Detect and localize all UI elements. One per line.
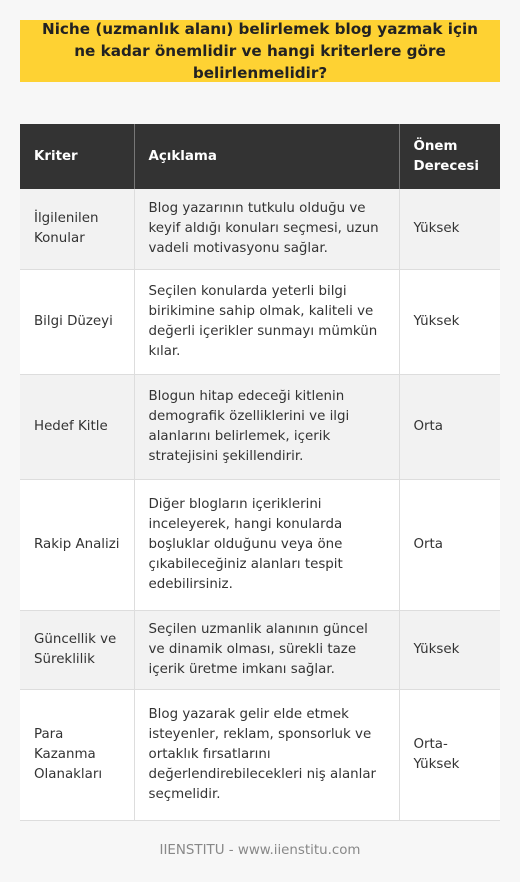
cell-onem: Yüksek — [399, 269, 500, 374]
header-onem: Önem Derecesi — [399, 124, 500, 189]
footer-credit: IIENSTITU - www.iienstitu.com — [159, 843, 361, 858]
cell-onem: Orta-Yüksek — [399, 689, 500, 820]
cell-aciklama: Blog yazarak gelir elde etmek isteyenler, reklam, sponsorluk ve ortaklık fırsatlarını değerlendirebilecekleri niş alanlar seçmelidir. — [134, 689, 399, 820]
cell-kriter: Bilgi Düzeyi — [20, 269, 134, 374]
table-row — [20, 189, 500, 269]
table-row — [20, 479, 500, 610]
cell-kriter: Rakip Analizi — [20, 479, 134, 610]
table-row — [20, 610, 500, 689]
header-aciklama: Açıklama — [134, 124, 399, 189]
title-banner — [20, 20, 500, 82]
cell-kriter: Güncellik ve Süreklilik — [20, 610, 134, 689]
cell-kriter: İlgilenilen Konular — [20, 189, 134, 269]
cell-aciklama: Seçilen uzmanlik alanının güncel ve dinamik olması, sürekli taze içerik üretme imkanı sağlar. — [134, 610, 399, 689]
table-row — [20, 374, 500, 479]
cell-onem: Yüksek — [399, 189, 500, 269]
table-header-row — [20, 124, 500, 189]
cell-onem: Orta — [399, 479, 500, 610]
table-row — [20, 269, 500, 374]
cell-aciklama: Blog yazarının tutkulu olduğu ve keyif aldığı konuları seçmesi, uzun vadeli motivasyonu sağlar. — [134, 189, 399, 269]
cell-kriter: Hedef Kitle — [20, 374, 134, 479]
cell-kriter: Para Kazanma Olanakları — [20, 689, 134, 820]
cell-aciklama: Diğer blogların içeriklerini inceleyerek, hangi konularda boşluklar olduğunu veya öne çıkabileceğiniz alanları tespit edebilirsiniz. — [134, 479, 399, 610]
table-row — [20, 689, 500, 820]
cell-aciklama: Seçilen konularda yeterli bilgi birikimine sahip olmak, kaliteli ve değerli içerikler sunmayı mümkün kılar. — [134, 269, 399, 374]
cell-onem: Yüksek — [399, 610, 500, 689]
cell-onem: Orta — [399, 374, 500, 479]
header-kriter: Kriter — [20, 124, 134, 189]
criteria-table — [20, 124, 500, 821]
cell-aciklama: Blogun hitap edeceği kitlenin demografik özelliklerini ve ilgi alanlarını belirlemek, içerik stratejisini şekillendirir. — [134, 374, 399, 479]
page-title: Niche (uzmanlık alanı) belirlemek blog yazmak için ne kadar önemlidir ve hangi kriterlere göre belirlenmelidir? — [42, 20, 478, 82]
